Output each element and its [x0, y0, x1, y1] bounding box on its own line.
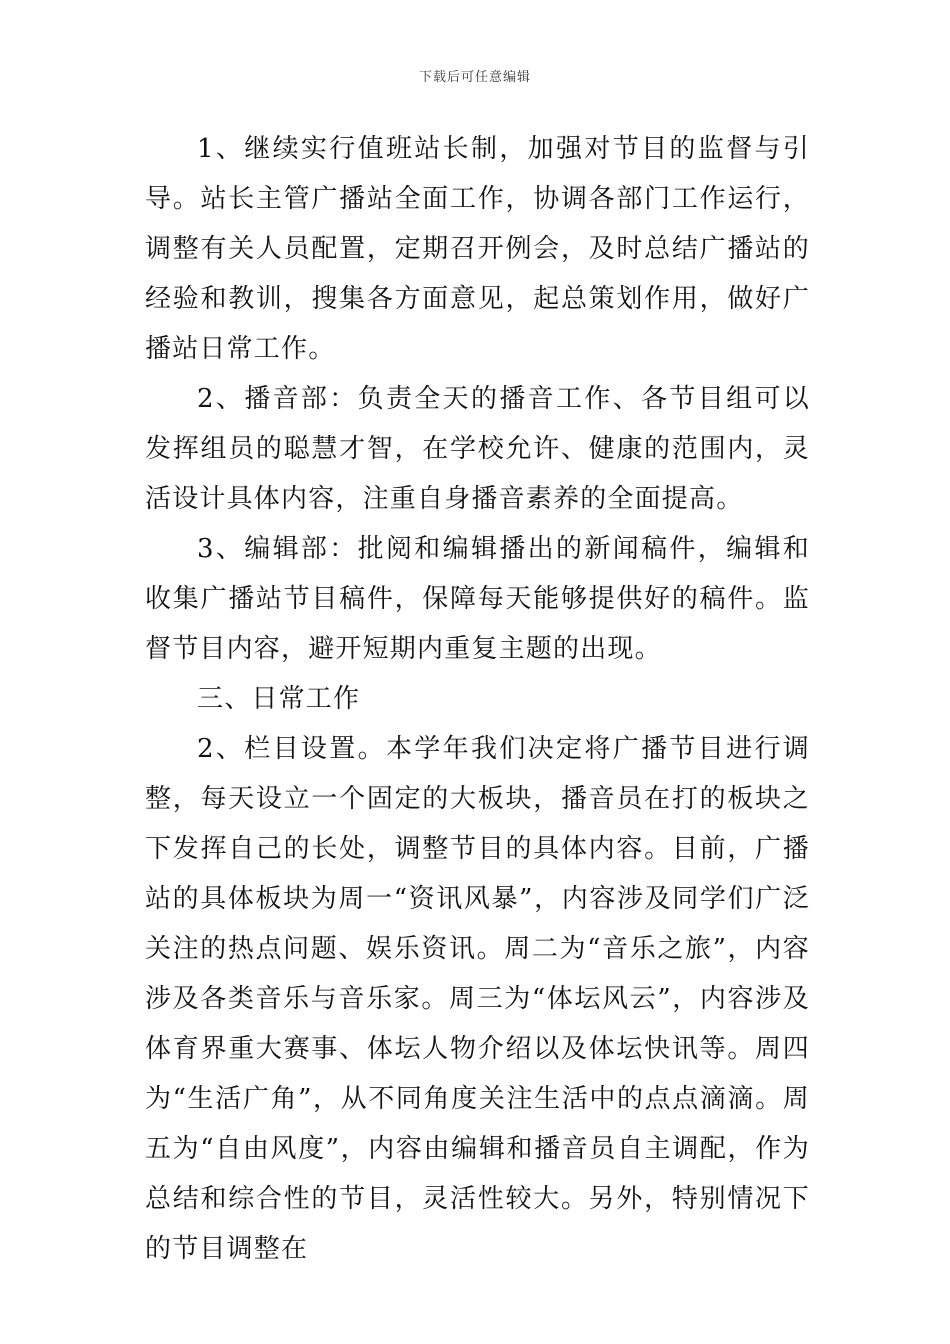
- paragraph-column-setup: 2、栏目设置。本学年我们决定将广播节目进行调整，每天设立一个固定的大板块，播音员在打的板块之下发挥自己的长处，调整节目的具体内容。目前，广播站的具体板块为周一“资讯风暴”，内容涉及同学们广泛关注的热点问题、娱乐资讯。周二为“音乐之旅”，内容涉及各类音乐与音乐家。周三为“体坛风云”，内容涉及体育界重大赛事、体坛人物介绍以及体坛快讯等。周四为“生活广角”，从不同角度关注生活中的点点滴滴。周五为“自由风度”，内容由编辑和播音员自主调配，作为总结和综合性的节目，灵活性较大。另外，特别情况下的节目调整在: [145, 734, 810, 1264]
- paragraph-broadcast-dept: 2、播音部：负责全天的播音工作、各节目组可以发挥组员的聪慧才智，在学校允许、健康的范围内，灵活设计具体内容，注重自身播音素养的全面提高。: [145, 384, 810, 514]
- header-note: 下载后可任意编辑: [418, 70, 531, 85]
- paragraph-editing-dept: 3、编辑部：批阅和编辑播出的新闻稿件，编辑和收集广播站节目稿件，保障每天能够提供好的稿件。监督节目内容，避开短期内重复主题的出现。: [145, 534, 810, 664]
- paragraph-duty-system: 1、继续实行值班站长制，加强对节目的监督与引导。站长主管广播站全面工作，协调各部门工作运行，调整有关人员配置，定期召开例会，及时总结广播站的经验和教训，搜集各方面意见，起总策划作用，做好广播站日常工作。: [145, 134, 810, 364]
- section-heading-daily-work: 三、日常工作: [197, 684, 361, 714]
- document-body: [145, 124, 810, 1274]
